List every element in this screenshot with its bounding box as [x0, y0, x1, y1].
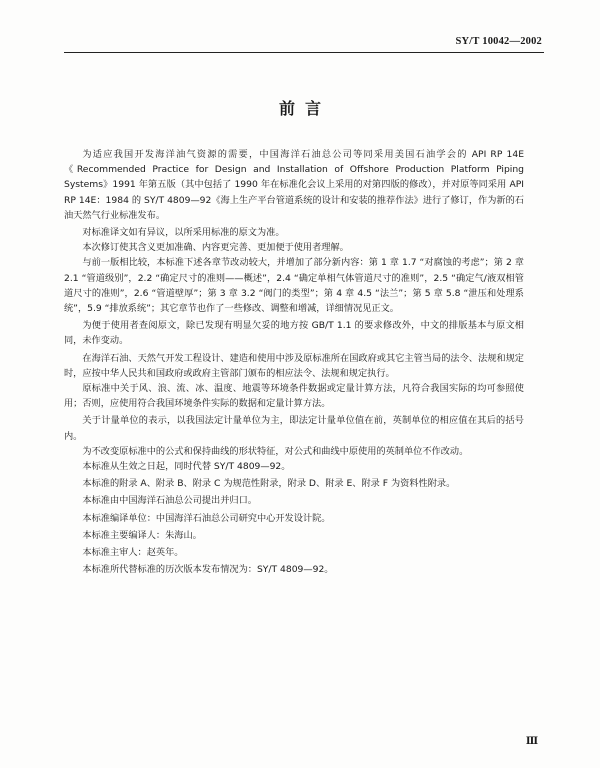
paragraph-revision-purpose: 本次修订使其含义更加准确、内容更完善、更加便于使用者理解。	[82, 242, 349, 254]
page-number: Ⅲ	[525, 736, 538, 747]
paragraph-environment: 原标准中关于风、浪、流、冰、温度、地震等环境条件数据或定量计算方法，凡符合我国实际的均可参照使用；否则，应使用符合我国环境条件实际的数据和定量计算方法。	[64, 383, 524, 410]
paragraph-formulas: 为不改变原标准中的公式和保持曲线的形状特征，对公式和曲线中原使用的英制单位不作改动。	[82, 445, 469, 457]
paragraph-changes: 与前一版相比较，本标准下述各章节改动较大，并增加了部分新内容：第 1 章 1.7 “对腐蚀的考虑”；第 2 章 2.1 “管道级别”，2.2 “确定尺寸的准则——概述”，2.4 “确定单相气体管道尺寸的准则”，2.5 “确定气/液双相管道尺寸的准则”，2.6 “管道壁厚”；第 3 章 3.2 “阀门的类型”；第 4 章 4.5 “法兰”；第 5 章 5.8 “泄压和处理系统”，5.9 “排放系统”；其它章节也作了一些修改、调整和增减，详细情况见正文。	[64, 257, 524, 315]
paragraph-drafting-unit: 本标准编译单位：中国海洋石油总公司研究中心开发设计院。	[82, 512, 331, 524]
paragraph-translation-note: 对标准译文如有异议，以所采用标准的原文为准。	[82, 227, 285, 239]
paragraph-adoption: 为适应我国开发海洋油气资源的需要，中国海洋石油总公司等同采用美国石油学会的 API RP 14E《Recommended Practice for Design and Installation of Offshore Production Platform Piping Systems》1991 年第五版（其中包括了 1990 年在标准化会议上采用的对第四版的修改），并对原等同采用 API RP 14E：1984 的 SY/T 4809—92《海上生产平台管道系统的设计和安装的推荐作法》进行了修订，作为新的石油天然气行业标准发布。	[64, 149, 524, 221]
paragraph-units: 关于计量单位的表示，以我国法定计量单位为主，即法定计量单位值在前，英制单位的相应值在其后的括号内。	[64, 415, 524, 442]
paragraph-regulations: 在海洋石油、天然气开发工程设计、建造和使用中涉及原标准所在国政府或其它主管当局的法令、法规和规定时，应按中华人民共和国政府或政府主管部门颁布的相应法令、法规和规定执行。	[64, 352, 524, 379]
foreword-body	[64, 147, 524, 577]
paragraph-layout: 为便于使用者查阅原文，除已发现有明显欠妥的地方按 GB/T 1.1 的要求修改外，中文的排版基本与原文相同，未作变动。	[64, 320, 524, 347]
paragraph-annexes: 本标准的附录 A、附录 B、附录 C 为规范性附录，附录 D、附录 E、附录 F 为资料性附录。	[82, 478, 456, 490]
paragraph-proposer: 本标准由中国海洋石油总公司提出并归口。	[82, 495, 257, 507]
paragraph-reviewer: 本标准主审人：赵英年。	[82, 547, 184, 559]
header-rule	[64, 52, 544, 53]
paragraph-history: 本标准所代替标准的历次版本发布情况为：SY/T 4809—92。	[82, 564, 334, 576]
paragraph-effective: 本标准从生效之日起，同时代替 SY/T 4809—92。	[82, 461, 291, 473]
standard-code: SY/T 10042—2002	[455, 36, 542, 47]
paragraph-translator: 本标准主要编译人：朱海山。	[82, 529, 202, 541]
page-title: 前言	[278, 99, 331, 118]
